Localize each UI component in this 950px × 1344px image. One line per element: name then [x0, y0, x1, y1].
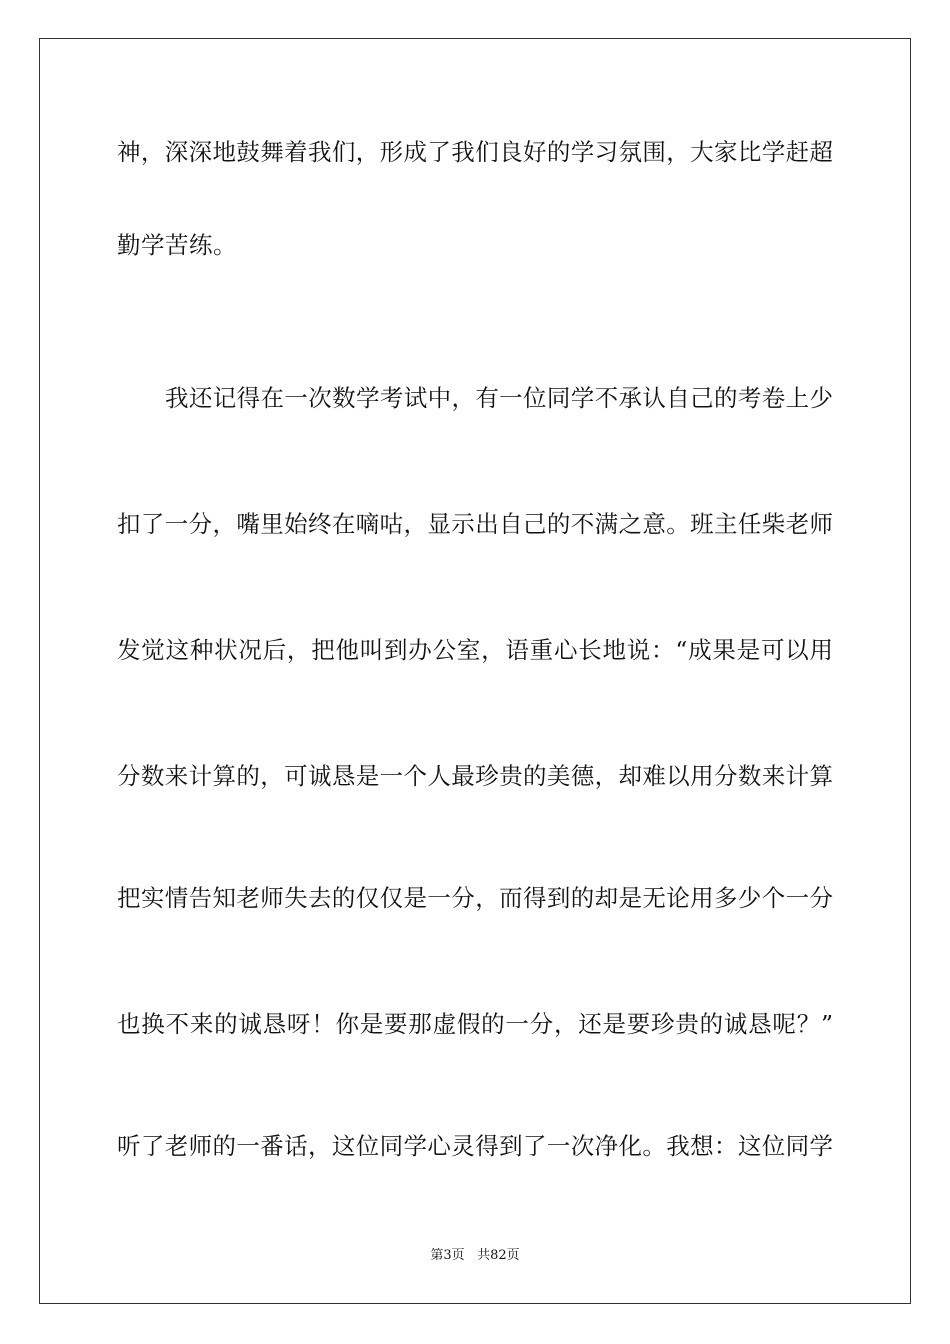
body-text-line-8: 也换不来的诚恳呀！你是要那虚假的一分，还是要珍贵的诚恳呢？” — [117, 1010, 833, 1038]
body-text-line-5: 发觉这种状况后，把他叫到办公室，语重心长地说：“成果是可以用 — [117, 636, 833, 664]
body-text-line-6: 分数来计算的，可诚恳是一个人最珍贵的美德，却难以用分数来计算 — [117, 762, 833, 790]
page-border — [39, 38, 911, 1304]
body-text-line-4: 扣了一分，嘴里始终在嘀咕，显示出自己的不满之意。班主任柴老师 — [117, 510, 833, 538]
body-text-line-2: 勤学苦练。 — [117, 231, 237, 259]
body-text-line-9: 听了老师的一番话，这位同学心灵得到了一次净化。我想：这位同学 — [117, 1132, 833, 1160]
page-total: 共82页 — [477, 1248, 520, 1263]
page-footer — [0, 1247, 950, 1265]
body-text-line-1: 神，深深地鼓舞着我们，形成了我们良好的学习氛围，大家比学赶超 — [117, 138, 833, 166]
body-text-line-7: 把实情告知老师失去的仅仅是一分，而得到的却是无论用多少个一分 — [117, 884, 833, 912]
body-text-line-3: 我还记得在一次数学考试中，有一位同学不承认自己的考卷上少 — [165, 384, 833, 412]
page-number: 第3页 — [430, 1248, 465, 1263]
